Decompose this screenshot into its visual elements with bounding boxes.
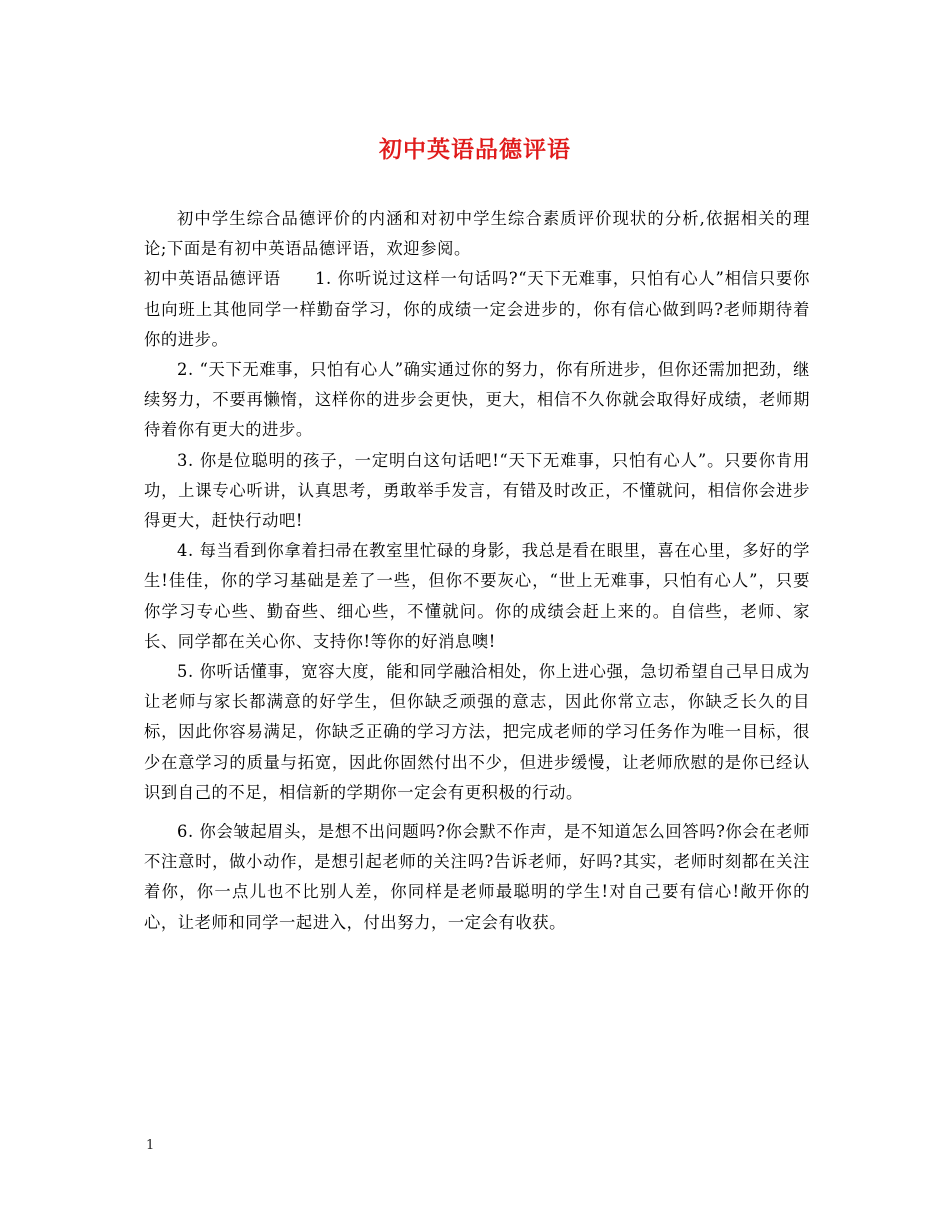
comment-paragraph-1: 初中英语品德评语 1. 你听说过这样一句话吗?“天下无难事，只怕有心人”相信只要你也向班上其他同学一样勤奋学习，你的成绩一定会进步的，你有信心做到吗?老师期待着你的进步。: [144, 269, 810, 349]
document-body: [144, 204, 810, 938]
comment-paragraph-2: 2. “天下无难事，只怕有心人”确实通过你的努力，你有所进步，但你还需加把劲，继续努力，不要再懒惰，这样你的进步会更快，更大，相信不久你就会取得好成绩，老师期待着你有更大的进步。: [144, 360, 810, 440]
comment-paragraph-6: 6. 你会皱起眉头，是想不出问题吗?你会默不作声，是不知道怎么回答吗?你会在老师不注意时，做小动作，是想引起老师的关注吗?告诉老师，好吗?其实，老师时刻都在关注着你，你一点儿也不比别人差，你同样是老师最聪明的学生!对自己要有信心!敞开你的心，让老师和同学一起进入，付出努力，一定会有收获。: [144, 822, 810, 932]
comment-paragraph-4: 4. 每当看到你拿着扫帚在教室里忙碌的身影，我总是看在眼里，喜在心里，多好的学生!佳佳，你的学习基础是差了一些，但你不要灰心，“世上无难事，只怕有心人”，只要你学习专心些、勤奋些、细心些，不懂就问。你的成绩会赶上来的。自信些，老师、家长、同学都在关心你、支持你!等你的好消息噢!: [144, 541, 810, 651]
comment-paragraph-3: 3. 你是位聪明的孩子，一定明白这句话吧!“天下无难事，只怕有心人”。只要你肯用功，上课专心听讲，认真思考，勇敢举手发言，有错及时改正，不懂就问，相信你会进步得更大，赶快行动吧!: [144, 450, 810, 531]
comment-paragraph-5: 5. 你听话懂事，宽容大度，能和同学融洽相处，你上进心强，急切希望自己早日成为让老师与家长都满意的好学生，但你缺乏顽强的意志，因此你常立志，你缺乏长久的目标，因此你容易满足，你缺乏正确的学习方法，把完成老师的学习任务作为唯一目标，很少在意学习的质量与拓宽，因此你固然付出不少，但进步缓慢，让老师欣慰的是你已经认识到自己的不足，相信新的学期你一定会有更积极的行动。: [144, 662, 810, 802]
page-number: 1: [146, 1138, 155, 1153]
intro-paragraph: 初中学生综合品德评价的内涵和对初中学生综合素质评价现状的分析,依据相关的理论;下面是有初中英语品德评语，欢迎参阅。: [144, 209, 810, 259]
document-title: 初中英语品德评语: [379, 136, 571, 163]
